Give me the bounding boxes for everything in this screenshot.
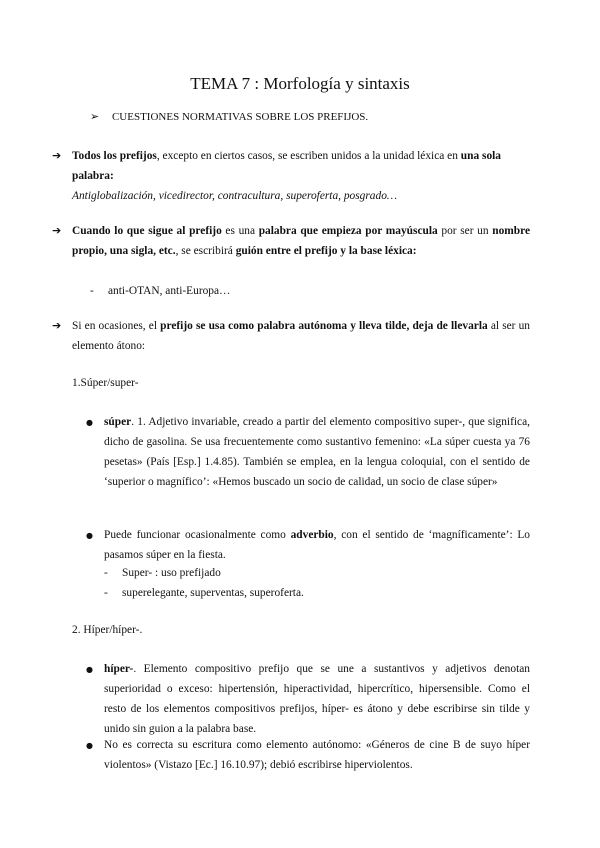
rule2-bold-4: guión entre el prefijo y la base léxica: xyxy=(235,245,417,257)
rule3-text-2: al ser un elemento átono: xyxy=(72,320,530,352)
rule1-paragraph xyxy=(72,146,530,206)
rule1-arrow-icon: ➔ xyxy=(52,149,62,162)
rule1-bold-2: una sola palabra: xyxy=(72,150,501,182)
section1-sub1: Super- : uso prefijado xyxy=(122,567,221,579)
rule2-dash: - xyxy=(90,285,94,297)
rule2-example: anti-OTAN, anti-Europa… xyxy=(108,285,231,297)
section2-heading: 2. Híper/híper-. xyxy=(72,624,143,636)
page-title: TEMA 7 : Morfología y sintaxis xyxy=(190,74,410,93)
section2-item1-bullet-icon: ● xyxy=(86,665,93,674)
rule2-bold-3: nombre propio, una sigla, etc. xyxy=(72,225,530,257)
rule1-text-1: , excepto en ciertos casos, se escriben unidos a la unidad léxica en xyxy=(156,150,461,162)
rule3-text-1: Si en ocasiones, el xyxy=(72,320,161,332)
rule3-arrow-icon: ➔ xyxy=(52,319,62,332)
section2-item2: No es correcta su escritura como elemento autónomo: «Géneros de cine B de suyo híper violentos» (Vistazo [Ec.] 16.10.97); debió escribirse hiperviolentos. xyxy=(104,739,530,771)
subtitle-line xyxy=(90,107,530,127)
rule3-paragraph xyxy=(72,316,530,356)
section1-item1-text: . 1. Adjetivo invariable, creado a partir del elemento compositivo super-, que significa, dicho de gasolina. Se usa frecuentemente como sustantivo femenino: «La súper cuesta ya 76 pesetas» (País [Esp.] 1.4.85). También se emplea, en la lengua coloquial, con el sentido de ‘superior o magnífico’: «Hemos buscado un socio de calidad, un socio de clase súper» xyxy=(104,416,530,488)
section1-item2-bold: adverbio xyxy=(290,529,334,541)
section1-item1-term: súper xyxy=(104,416,132,428)
section1-sub2-dash: - xyxy=(104,587,108,599)
section1-item1 xyxy=(104,412,530,492)
section1-item2-bullet-icon: ● xyxy=(86,531,93,540)
rule3-bold-1: prefijo se usa como palabra autónoma y lleva tilde, deja de llevarla xyxy=(160,320,488,332)
rule1-examples: Antiglobalización, vicedirector, contracultura, superoferta, posgrado… xyxy=(72,190,398,202)
section1-item2-text-1: Puede funcionar ocasionalmente como xyxy=(104,529,291,541)
rule2-bold-1: Cuando lo que sigue al prefijo xyxy=(72,225,222,237)
subtitle-text: CUESTIONES NORMATIVAS SOBRE LOS PREFIJOS. xyxy=(111,111,369,123)
section1-sub2: superelegante, superventas, superoferta. xyxy=(122,587,304,599)
rule2-arrow-icon: ➔ xyxy=(52,224,62,237)
section2-item1-text: . Elemento compositivo prefijo que se une a sustantivos y adjetivos denotan superioridad o exceso: hipertensión, hiperactividad, hipercrítico, hipersensible. Como el resto de los elementos compositivos prefijos, híper- es átono y debe escribirse sin tilde y unido sin guion a la palabra base. xyxy=(104,663,530,735)
rule1-bold-1: Todos los prefijos xyxy=(72,150,157,162)
rule2-text-2: por ser un xyxy=(437,225,493,237)
rule2-bold-2: palabra que empieza por mayúscula xyxy=(258,225,438,237)
section1-item2 xyxy=(104,525,530,565)
section1-sub1-dash: - xyxy=(104,567,108,579)
rule2-text-3: , se escribirá xyxy=(175,245,236,257)
section1-heading: 1.Súper/super- xyxy=(72,377,139,389)
rule2-paragraph xyxy=(72,221,530,261)
section2-item2-bullet-icon: ● xyxy=(86,741,93,750)
section2-item1-term: híper- xyxy=(104,663,134,675)
section2-item1 xyxy=(104,659,530,739)
section1-item2-text-2: , con el sentido de ‘magníficamente’: Lo pasamos súper en la fiesta. xyxy=(104,529,531,561)
rule2-text-1: es una xyxy=(221,225,259,237)
subtitle-arrow-icon: ➢ xyxy=(90,110,100,123)
section1-item1-bullet-icon: ● xyxy=(86,418,93,427)
